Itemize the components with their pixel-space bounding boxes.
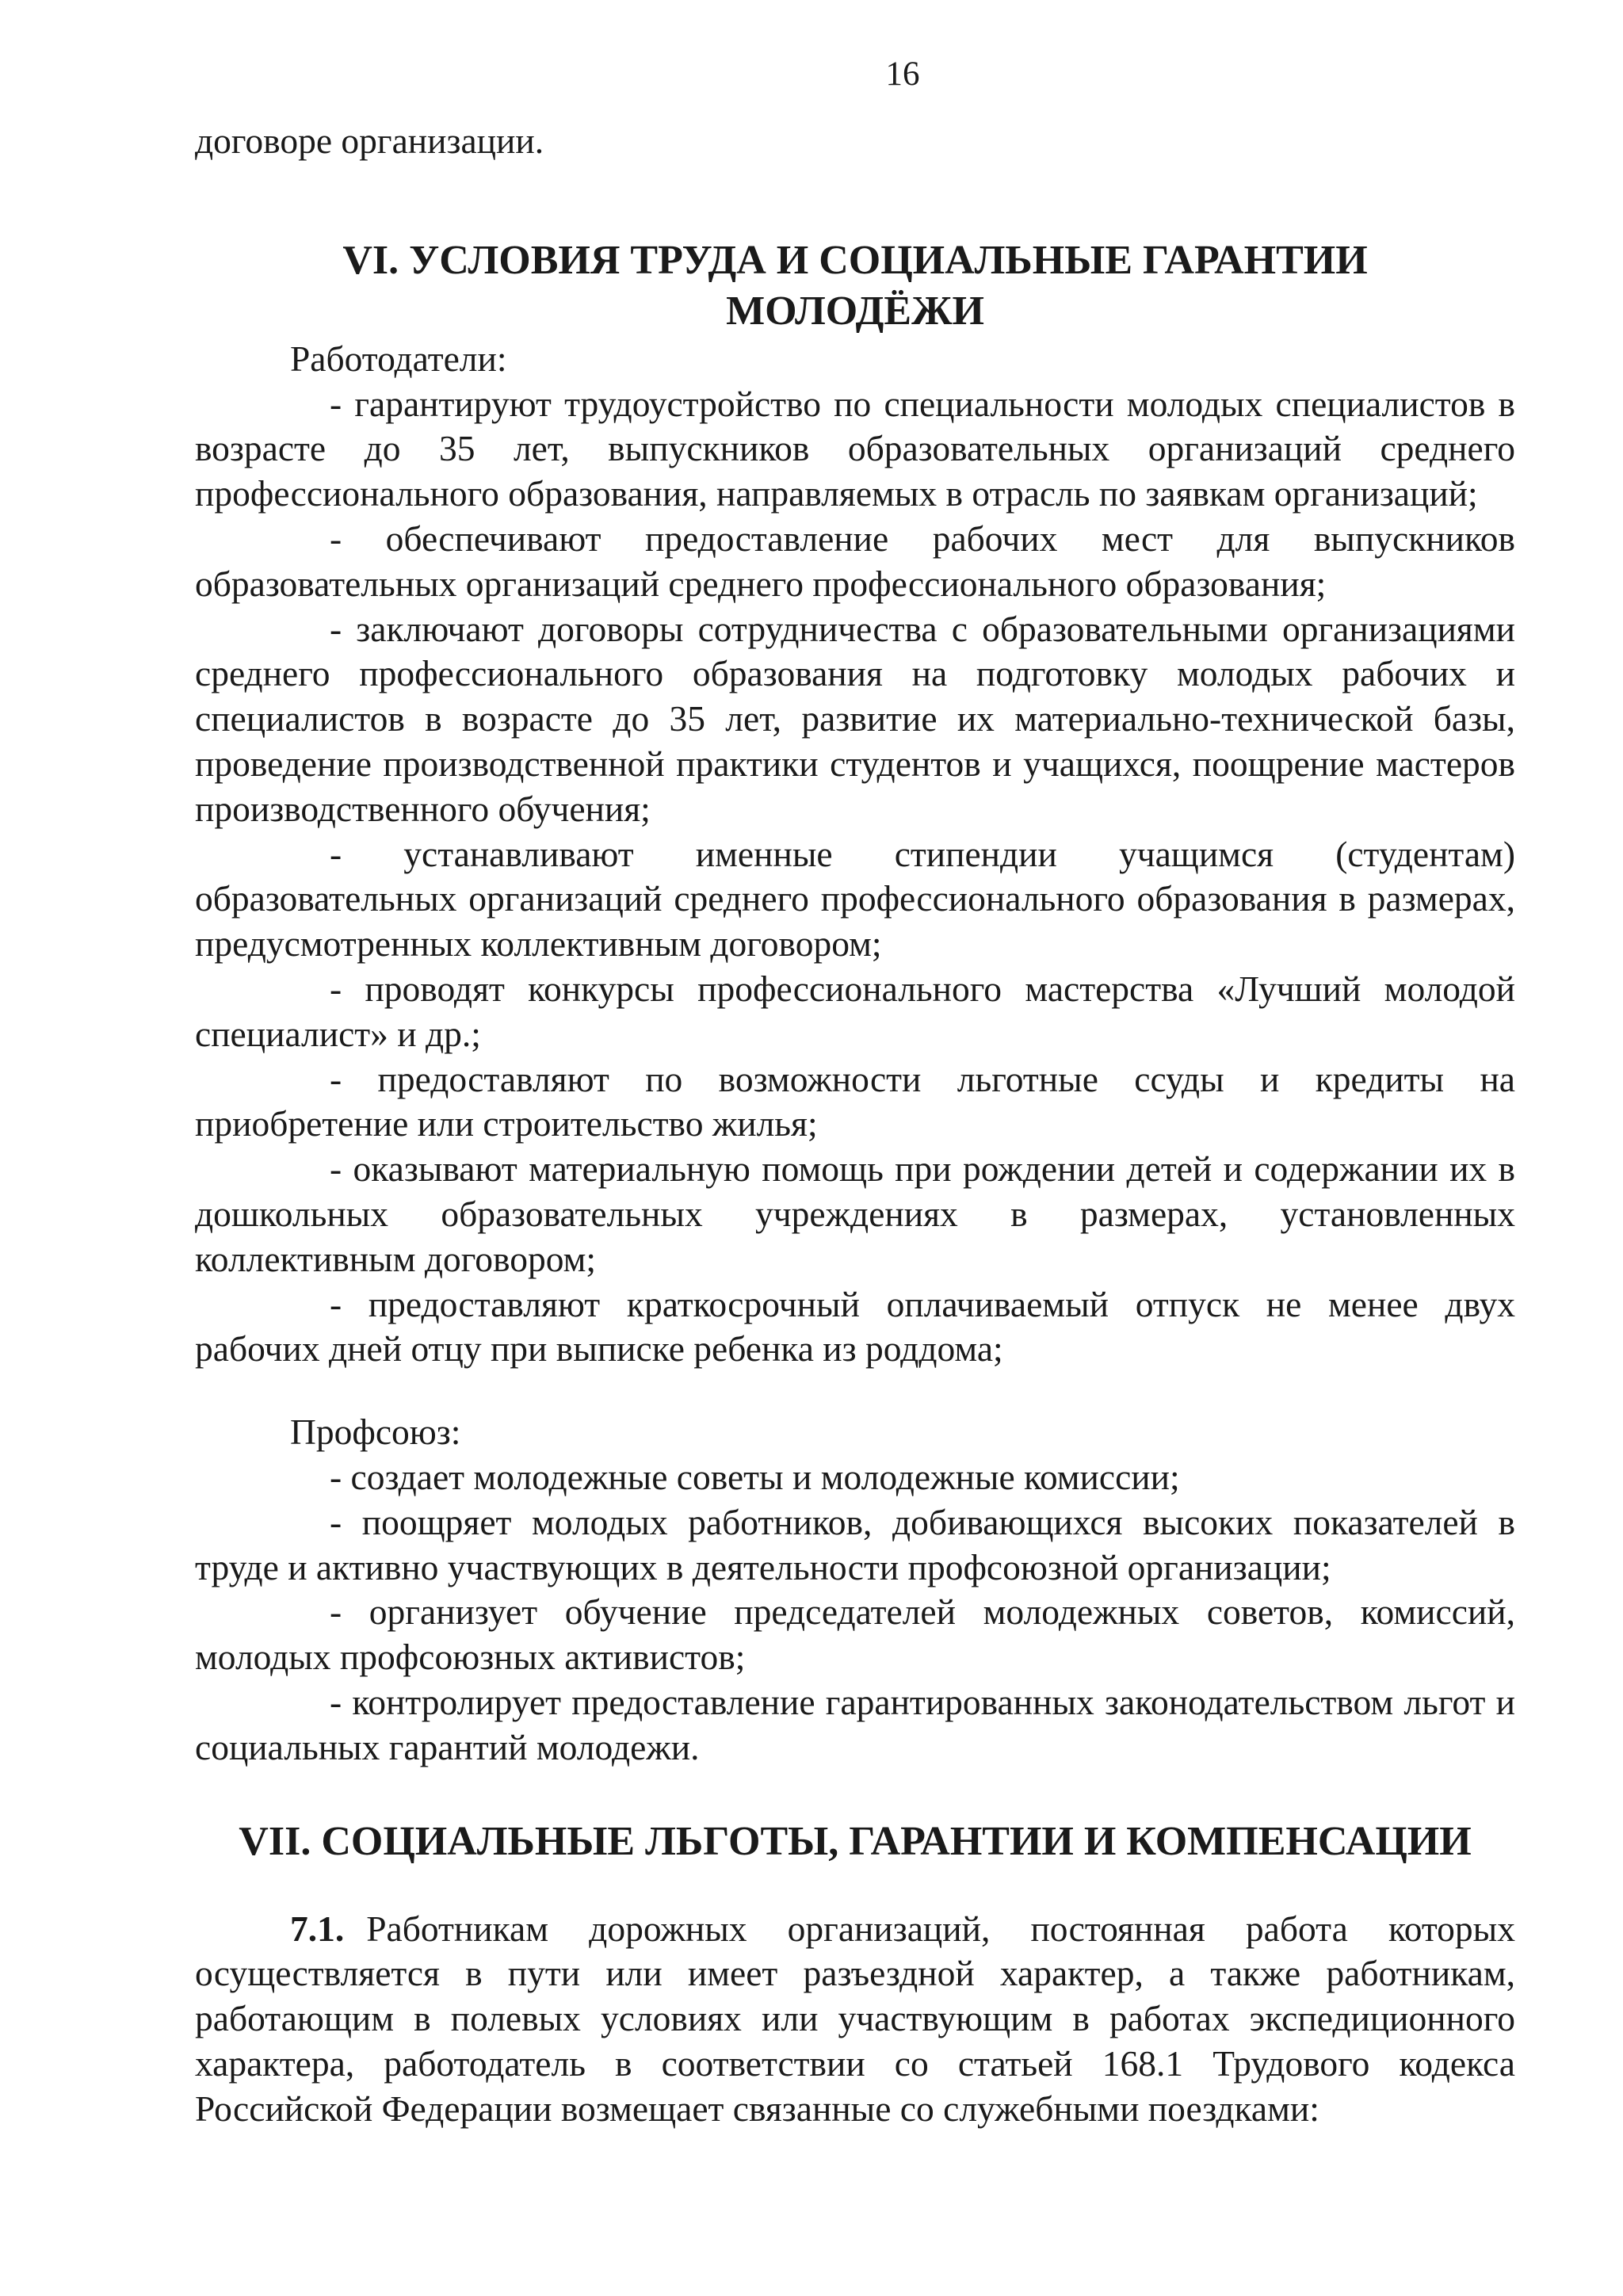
clause-number: 7.1. <box>290 1908 345 1949</box>
section-6-title <box>195 235 1515 337</box>
list-item: - предоставляют по возможности льготные ссуды и кредиты на приобретение или строительство жилья; <box>195 1058 1515 1144</box>
list-item: - заключают договоры сотрудничества с образовательными организациями среднего профессионального образования на подготовку молодых рабочих и специалистов в возрасте до 35 лет, развитие их материально-технической базы, проведение производственной практики студентов и учащихся, поощрение мастеров производственного обучения; <box>195 608 1515 829</box>
section-7-title: VII. СОЦИАЛЬНЫЕ ЛЬГОТЫ, ГАРАНТИИ И КОМПЕНСАЦИИ <box>239 1818 1472 1864</box>
section-6-title-line1: VI. УСЛОВИЯ ТРУДА И СОЦИАЛЬНЫЕ ГАРАНТИИ <box>342 237 1368 283</box>
list-item: - создает молодежные советы и молодежные комиссии; <box>330 1456 1180 1497</box>
list-item: - поощряет молодых работников, добивающихся высоких показателей в труде и активно участвующих в деятельности профсоюзной организации; <box>195 1501 1515 1587</box>
page-number: 16 <box>885 55 920 93</box>
union-obligations-list <box>195 1455 1515 1771</box>
list-item: - устанавливают именные стипендии учащимся (студентам) образовательных организаций среднего профессионального образования в размерах, предусмотренных коллективным договором; <box>195 833 1515 965</box>
list-item: - проводят конкурсы профессионального мастерства «Лучший молодой специалист» и др.; <box>195 968 1515 1054</box>
continuation-text: договоре организации. <box>195 120 544 161</box>
list-item: - предоставляют краткосрочный оплачиваемый отпуск не менее двух рабочих дней отцу при выписке ребенка из роддома; <box>195 1283 1515 1370</box>
clause-text: Работникам дорожных организаций, постоянная работа которых осуществляется в пути или имеет разъездной характер, а также работникам, работающим в полевых условиях или участвующим в работах экспедиционного характера, работодатель в соответствии со статьей 168.1 Трудового кодекса Российской Федерации возмещает связанные со служебными поездками: <box>195 1908 1515 2129</box>
section-6-title-line2: МОЛОДЁЖИ <box>726 288 984 334</box>
list-item: - организует обучение председателей молодежных советов, комиссий, молодых профсоюзных активистов; <box>195 1591 1515 1678</box>
clause-7-1 <box>195 1907 1515 2132</box>
page-content <box>195 119 1515 2131</box>
list-item: - оказывают материальную помощь при рождении детей и содержании их в дошкольных образовательных учреждениях в размерах, установленных коллективным договором; <box>195 1148 1515 1279</box>
list-item: - обеспечивают предоставление рабочих мест для выпускников образовательных организаций среднего профессионального образования; <box>195 518 1515 604</box>
employers-label: Работодатели: <box>290 338 507 379</box>
list-item: - контролирует предоставление гарантированных законодательством льгот и социальных гарантий молодежи. <box>195 1681 1515 1767</box>
list-item: - гарантируют трудоустройство по специальности молодых специалистов в возрасте до 35 лет, выпускников образовательных организаций среднего профессионального образования, направляемых в отрасль по заявкам организаций; <box>195 383 1515 514</box>
employer-obligations-list <box>195 382 1515 1373</box>
union-label: Профсоюз: <box>290 1412 461 1453</box>
